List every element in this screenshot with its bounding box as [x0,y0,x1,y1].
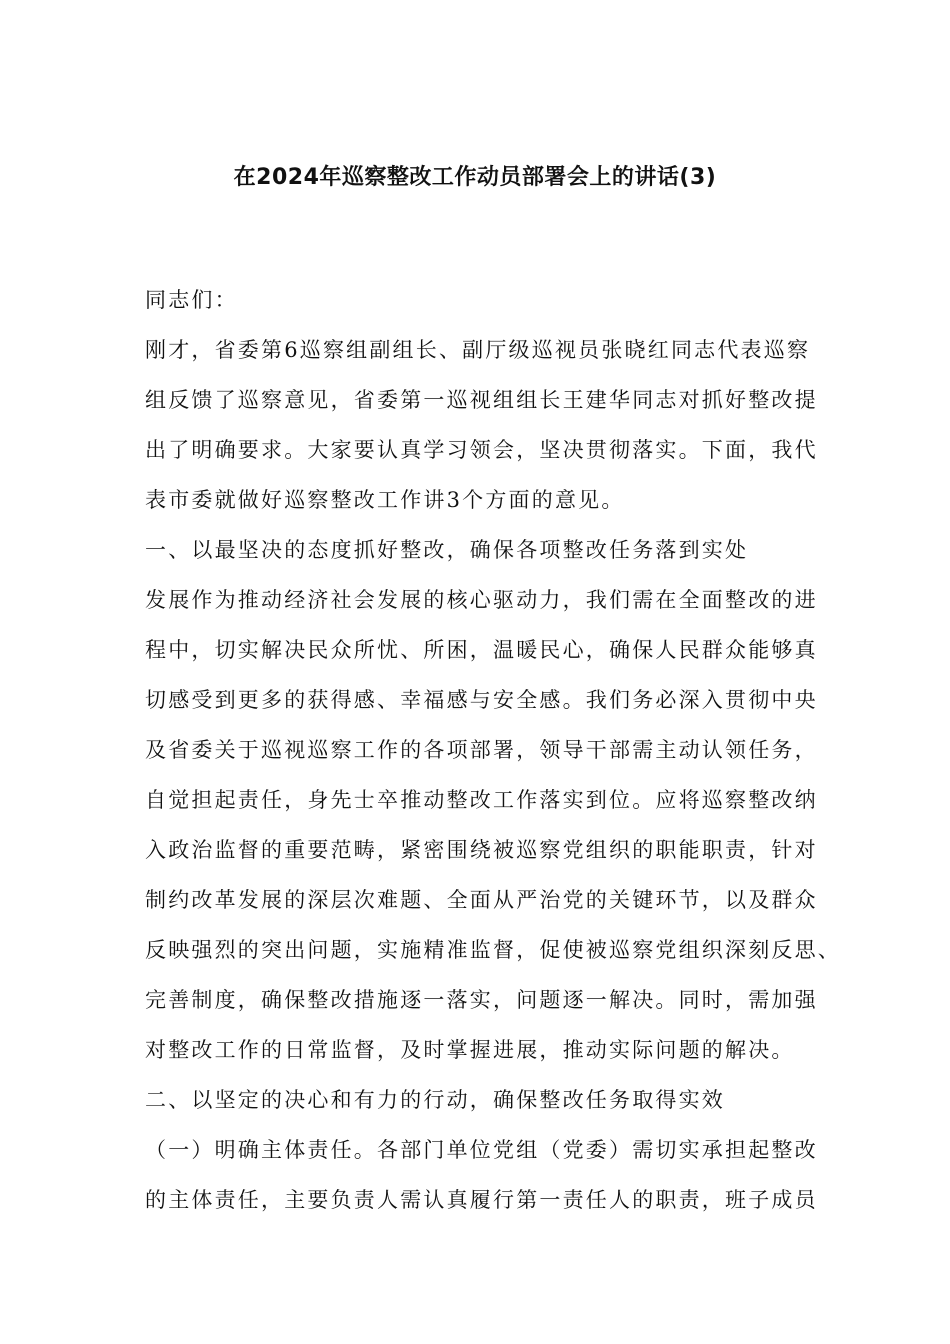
paragraph-line: 组反馈了巡察意见，省委第一巡视组组长王建华同志对抓好整改提 [145,388,818,412]
paragraph-line: 制约改革发展的深层次难题、全面从严治党的关键环节，以及群众 [145,888,818,912]
paragraph-line: 程中，切实解决民众所忧、所困，温暖民心，确保人民群众能够真 [145,638,818,662]
paragraph-line: 自觉担起责任，身先士卒推动整改工作落实到位。应将巡察整改纳 [145,788,818,812]
section-heading-1: 一、以最坚决的态度抓好整改，确保各项整改任务落到实处 [145,538,749,562]
paragraph-line: 完善制度，确保整改措施逐一落实，问题逐一解决。同时，需加强 [145,988,818,1012]
paragraph-line: 对整改工作的日常监督，及时掌握进展，推动实际问题的解决。 [145,1038,795,1062]
paragraph-line: 反映强烈的突出问题，实施精准监督，促使被巡察党组织深刻反思、 [145,938,841,962]
paragraph-line: 及省委关于巡视巡察工作的各项部署，领导干部需主动认领任务， [145,738,818,762]
paragraph-line: 刚才，省委第6巡察组副组长、副厅级巡视员张晓红同志代表巡察 [145,338,811,362]
paragraph-line: 表市委就做好巡察整改工作讲3个方面的意见。 [145,488,625,512]
paragraph-line: 切感受到更多的获得感、幸福感与安全感。我们务必深入贯彻中央 [145,688,818,712]
subsection-line: （一）明确主体责任。各部门单位党组（党委）需切实承担起整改 [145,1138,818,1162]
document-title: 在2024年巡察整改工作动员部署会上的讲话(3) [233,165,717,190]
paragraph-line: 发展作为推动经济社会发展的核心驱动力，我们需在全面整改的进 [145,588,818,612]
paragraph-line: 的主体责任，主要负责人需认真履行第一责任人的职责，班子成员 [145,1188,818,1212]
document-body [145,275,841,1225]
paragraph-line: 入政治监督的重要范畴，紧密围绕被巡察党组织的职能职责，针对 [145,838,818,862]
paragraph-line: 出了明确要求。大家要认真学习领会，坚决贯彻落实。下面，我代 [145,438,818,462]
salutation-line: 同志们： [145,288,238,312]
section-heading-2: 二、以坚定的决心和有力的行动，确保整改任务取得实效 [145,1088,725,1112]
